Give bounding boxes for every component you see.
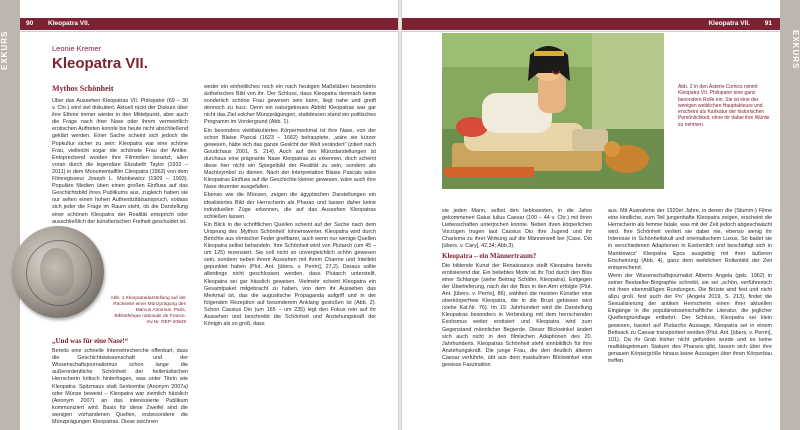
left-column-1-top xyxy=(52,98,188,226)
comic-scene xyxy=(442,33,664,189)
right-header-rule xyxy=(402,31,780,32)
paragraph: Die bildende Kunst der Renaissance stellt Kleopatra bereits erotisierend dar. Ein beliebtes Motiv ist ihr Tod durch den Biss einer Schlange (siehe Beitrag Schäfer, Kleopatra). Entgegen der Überlieferung, nach der der Biss in den Arm erfolgte (Plut. Ant. [übers. v. Perrin], 86), wählten die meisten Künstler eine oberkörperfreie Kleopatra, die in die Brust gebissen wird (siehe Kat.Nr. 76). Im 19. Jahrhundert wird die Darstellung Kleopatras besonders in Verbindung mit dem herrschenden Exotismus weiter erotisiert und Kleopatra wird zum Gegenstand männlicher Begierde. Dieser Blickwinkel ändert sich auch nicht in den filmischen Adaptionen des 20. Jahrhunderts. Kleopatras Schönheit steht sinnbildlich für ihre Anziehungskraft. Die junge Frau, die den deutlich älteren Caesar verführte, übt aus dem maskulinen Blickwinkel eine gewisse Faszination xyxy=(442,262,592,368)
article-author: Leonie Kremer xyxy=(52,44,102,53)
left-side-tab-label: EXKURS xyxy=(0,30,9,70)
section-heading: „Und was für eine Nase!“ xyxy=(52,337,129,345)
paragraph: Bereits eine schnelle Internetrecherche offenbart, dass die Geschichtswissenschaft und der Wissenschaftsjournalismus schon lange die außerordentliche Schönheit der hellenistischen Herrscherin kritisch hinterfragen, was unter Titeln wie Kleopatra: Spitzmaus statt Sexbombe (Anonym 2007a) oder Münze beweist – Kleopatra war ziemlich hässlich (Anonym 2007) an das interessierte Publikum kommuniziert wird. Basis für diese Zweifel sind die wenigen vorhandenen Quellen, insbesondere die Münzprägungen Kleopatras. Diese zeichnen xyxy=(52,348,188,426)
paragraph: Ein besonders vieldiskutiertes Körpermerkmal ist ihre Nase, von der schon Blaise Pascal (1623 – 1662) behauptete, „wäre sie kürzer gewesen, hätte sich das ganze Gesicht der Welt verändert“ (zitiert nach Goudchaux 2001, S. 214). Auch auf den Münzdarstellungen ist durchaus eine prägnante Nase Kleopatras zu erkennen, doch scheint diese hier nicht ein Spiegelbild der Realität zu sein, sondern als Machtsymbol zu dienen. Nach der Interpretation Blaise Pascals wäre Kleopatras Einfluss auf die Geschichte kleiner gewesen, wäre auch ihre Nase dezenter ausgefallen. xyxy=(204,127,376,191)
coin-portrait xyxy=(40,248,74,296)
paragraph: Ebenso wie die Münzen, zeigen die ägyptischen Darstellungen ein idealisiertes Bild der Herrscherin als Pharao und lassen daher keine individuellen Züge erkennen, die auf das Aussehen Kleopatras schließen lassen. xyxy=(204,192,376,220)
left-column-2 xyxy=(204,84,376,426)
coin-caption: Abb. 1 Kleopatradarstellung auf der Rückseite einer Münzprägung des Marcus Antonius. Paris, Bibliothèque nationale de France, Inv.Nr. REP-20949 xyxy=(110,296,186,325)
paragraph: weder ein einheitliches noch ein nach heutigen Maßstäben besonders ästhetisches Bild von ihr. Der Schluss, dass Kleopatra demnach keine sonderlich schöne Frau gewesen sein kann, liegt nahe und greift dennoch zu kurz. Denn ein naturgetreues Abbild Kleopatras war gar nicht das Ziel solcher Münzprägungen, stattdessen stand ein politisches Programm im Vordergrund (Abb. 1). xyxy=(204,84,376,126)
paragraph: Über das Aussehen Kleopatras VII. Philopator (69 – 30 v. Chr.) wird viel diskutiert. Aktuell rückt der Diskurs über ihre Ethnie immer wieder in den Mittelpunkt, aber auch die Frage nach ihrer Nase oder ihrem vermeintlich erotischen Auftreten konnte bis heute nicht abschließend geklärt werden. Einer Sache scheint sich jedoch die Popkultur sicher zu sein: Kleopatra war eine schöne Frau, vielleicht sogar die schönste Frau der Antike. Entsprechend wurden ihre Filmrollen besetzt, allen voran durch die legendäre Elizabeth Taylor (1932 – 2011) in dem Monumentalfilm Cleopatra (1963) von dem Filmregisseur Joseph L. Mankiewicz (1909 – 1993). Populäre Medien üben einen großen Einfluss auf das Geschichtsbild ihres Publikums aus, zugleich haben sie nur selten einen hohen Authentizitätsanspruch, sodass sich jeder die Frage im Raum steht, ob die Darstellung einer schönen Kleopatra der Realität entspricht oder ausschließlich der künstlerischen Freiheit geschuldet ist. xyxy=(52,98,188,225)
left-page-number: 90 xyxy=(26,20,34,27)
right-page xyxy=(402,0,800,430)
paragraph: aus. Mit Ausnahme der 1920er Jahre, in denen die (Stumm-) Filme eine kindliche, zum Teil jungenhafte Kleopatra zeigen, erscheint die Herrscherin als femme fatale, was mit der Zeit jedoch abgeschwächt wird. Ihre Schönheit verliert sie dabei nie, ebenso wenig ihr Interesse in Schönheitskult und orientalischem Luxus. So badet sie in verschiedenen Adaptionen in Eselsmilch und beschäftigt sich in Mankiewicz’ Kleopatra Epos ausgiebig mit ihrer äußeren Erscheinung (Abb. 4), ganz dem weiblichen Rollenbild der Zeit entsprechend. xyxy=(608,208,772,271)
right-column-1 xyxy=(442,208,592,426)
paragraph: Wenn der Wissenschaftsjournalist Alberto Angela (geb. 1962) in seiner Bestseller-Biographie schreibt, sie sei „schön, verführerisch mit ihren ebenmäßigen Rundungen. Die Brüste sind fest und nicht allzu groß, fest auch der Po“ (Angela 2019, S. 213), findet die Sexualisierung der antiken Herrscherin einen ihrer aktuellen Eingänge in die populärwissenschaftliche Literatur, die jeglicher Quellengrundlage entbehrt. Der Schluss, Kleopatra sei klein gewesen, basiert auf Plutarchs Aussage, Kleopatra sei in einem Bettsack zu Caesar transportiert worden (Plut. Ant. [übers. v. Perrin], 101). Da ihr Grab bisher nicht gefunden wurde und es keine realitätsgetreuen Statuen des Pharaos gibt, lassen sich über ihre genauen Körpergröße hinaus keine Aussagen über ihren Körperbau treffen. xyxy=(608,272,772,364)
coin-image xyxy=(12,226,104,318)
left-running-head: Kleopatra VII. xyxy=(48,20,90,27)
paragraph: Ein Blick in die schriftlichen Quellen scheint auf der Suche nach dem Ursprung des ‚Mythos Schönheit‘ lohnenswerter. Kleopatra wird durch Berichte aus römischer Feder greifbarer, auch wenn nur wenige Quellen Kleopatra selbst behandeln. Ihre Schönheit wird von Plutarch (um 45 – um 125) rezensiert. Sie soll nicht so unvergleichlich schön gewesen sein, sondern neben ihrem Aussehen mit ihrem Charme und Intellekt gepunktet haben (Plut. Ant. [übers. v. Perrin], 27,2). Daraus sollte allerdings nicht geschlossen werden, dass Plutarch unterstellt, Kleopatra sei gar hässlich gewesen. Vielmehr scheint Kleopatra ein Gesamtpaket mitgebracht zu haben, von dem ihr Aussehen das Merkmal ist, das die augustische Propaganda aufgriff und in der folgenden Rezeption auf besonderem Anklang gestoßen ist (Abb. 2). Schon Cassius Dio (um 165 – um 235) legt den Fokus rein auf ihr Aussehen und beschreibt die Schönheit und Anziehungskraft der Königin als so groß, dass xyxy=(204,221,376,328)
right-side-tab-label: EXKURS xyxy=(791,30,800,70)
right-page-number: 91 xyxy=(764,20,772,27)
paragraph: sie jeden Mann, selbst den lieblosesten, in die Jahre gekommenen Gaius Iulius Caesar (100 – 44 v. Chr.) mit ihren Liebesschaften unterjochen konnte. Neben ihren körperlichen Vorzügen trugen laut Cassius Dio ihre Jugend und ihr Charisma zu ihrer Wirkung auf die Männerwelt bei (Cass. Dio [übers. v. Cary], 42,34; Abb.3). xyxy=(442,208,592,250)
article-subtitle: Mythos Schönheit xyxy=(52,84,114,93)
left-header-strip xyxy=(20,18,398,30)
right-side-tab xyxy=(780,0,800,430)
article-title: Kleopatra VII. xyxy=(52,55,148,72)
illustration-caption: Abb. 2 In den Asterix-Comics nimmt Kleopatra VII. Philopator eine ganz besondere Rolle ein. Sie ist eine der wenigen weiblichen Hauptakteure und erscheint als Karikatur der historischen Persönlichkeit, ohne ihr dabei ihre Würde zu nehmen. xyxy=(678,84,770,128)
left-page xyxy=(0,0,398,430)
section-heading: Kleopatra – ein Männertraum? xyxy=(442,251,537,260)
right-header-strip xyxy=(402,18,780,30)
right-running-head: Kleopatra VII. xyxy=(708,20,750,27)
left-side-tab xyxy=(0,0,20,430)
left-column-1-bottom xyxy=(52,336,188,428)
asterix-illustration xyxy=(442,33,664,189)
left-header-rule xyxy=(20,31,398,32)
right-column-2 xyxy=(608,208,772,426)
